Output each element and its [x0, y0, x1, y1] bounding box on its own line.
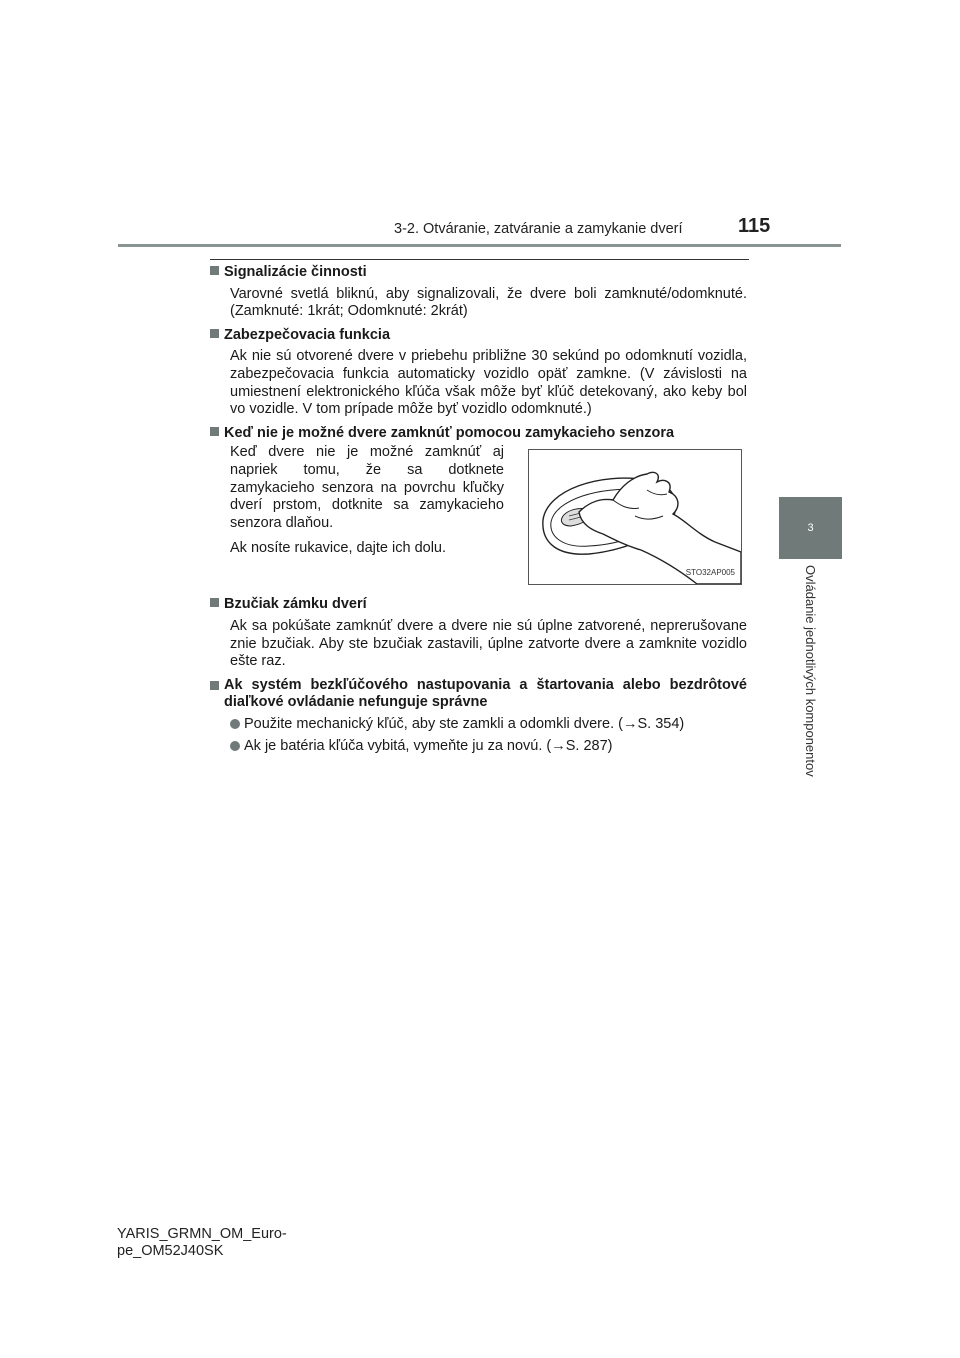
- section-lock-sensor: [210, 425, 747, 591]
- section-text: Varovné svetlá bliknú, aby signalizovali, že dvere boli zamknuté/odomknuté. (Zamknuté: 1krát; Odomknuté: 2krát): [230, 285, 747, 320]
- main-content: [210, 264, 747, 761]
- square-bullet-icon: [210, 266, 219, 275]
- square-bullet-icon: [210, 681, 219, 690]
- section-security-function: [210, 327, 747, 419]
- section-heading: Bzučiak zámku dverí: [210, 596, 747, 614]
- section-title: 3-2. Otváranie, zatváranie a zamykanie dverí: [394, 221, 683, 237]
- header-divider: [118, 244, 841, 247]
- content-divider: [210, 259, 749, 260]
- page-number: 115: [738, 215, 771, 237]
- section-malfunction: [210, 677, 747, 755]
- list-item: Ak je batéria kľúča vybitá, vymeňte ju za novú. (→S. 287): [230, 738, 747, 756]
- door-handle-illustration: [528, 449, 742, 585]
- square-bullet-icon: [210, 427, 219, 436]
- section-heading: Keď nie je možné dvere zamknúť pomocou zamykacieho senzora: [210, 425, 747, 443]
- square-bullet-icon: [210, 598, 219, 607]
- section-text: Ak sa pokúšate zamknúť dvere a dvere nie sú úplne zatvorené, neprerušovane znie bzučiak. Aby ste bzučiak zastavili, úplne zatvorte dvere a zamknite vozidlo ešte raz.: [230, 617, 747, 670]
- round-bullet-icon: [230, 741, 240, 751]
- sensor-text: [230, 444, 504, 566]
- section-heading: Zabezpečovacia funkcia: [210, 327, 747, 345]
- footer-document-id: [117, 1226, 287, 1260]
- chapter-number: 3: [807, 522, 814, 534]
- sensor-text-and-figure: [210, 444, 747, 590]
- section-operation-signals: [210, 264, 747, 321]
- chapter-title: Ovládanie jednotlivých komponentov: [803, 565, 818, 777]
- section-text: Ak nie sú otvorené dvere v priebehu približne 30 sekúnd po odomknutí vozidla, zabezpečovacia funkcia automaticky vozidlo opäť zamkne. (V závislosti na umiestnení elektronického kľúča však môže byť kľúč detekovaný, ako keby bol vo vozidle. V tom prípade môže byť vozidlo odomknuté.): [230, 348, 747, 418]
- round-bullet-icon: [230, 719, 240, 729]
- section-heading: Signalizácie činnosti: [210, 264, 747, 282]
- footer-line: YARIS_GRMN_OM_Euro-: [117, 1226, 287, 1242]
- square-bullet-icon: [210, 329, 219, 338]
- section-door-lock-buzzer: [210, 596, 747, 670]
- chapter-tab: [779, 497, 842, 559]
- section-text: Keď dvere nie je možné zamknúť aj napriek tomu, že sa dotknete zamykacieho senzora na povrchu kľučky dverí prstom, dotknite sa zamykacieho senzora dlaňou.: [230, 444, 504, 531]
- section-text-gloves: Ak nosíte rukavice, dajte ich dolu.: [230, 540, 447, 557]
- figure-code: STO32AP005: [685, 567, 735, 577]
- list-item: Použite mechanický kľúč, aby ste zamkli a odomkli dvere. (→S. 354): [230, 716, 747, 734]
- section-heading: Ak systém bezkľúčového nastupovania a štartovania alebo bezdrôtové diaľkové ovládanie nefunguje správne: [210, 677, 747, 712]
- footer-line: pe_OM52J40SK: [117, 1243, 224, 1259]
